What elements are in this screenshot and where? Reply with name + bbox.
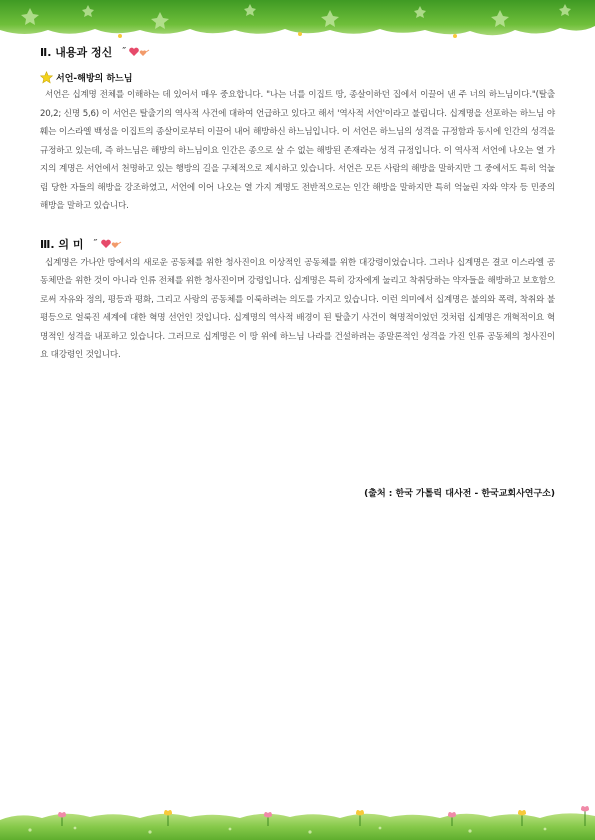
star-icon	[40, 71, 53, 84]
section-2-title: Ⅱ. 내용과 정신	[40, 46, 113, 59]
subheading-text: 서언-해방의 하느님	[56, 73, 133, 84]
bottom-grass-border	[0, 798, 595, 840]
section-3-heading	[40, 236, 555, 252]
hearts-icon	[128, 47, 150, 57]
hearts-icon	[100, 239, 122, 249]
top-grass-border	[0, 0, 595, 44]
heart-decoration: ″	[94, 239, 122, 249]
section-2-paragraph: 서언은 십계명 전체를 이해하는 데 있어서 매우 중요합니다. "나는 너를 이집트 땅, 종살이하던 집에서 이끌어 낸 주 너의 하느님이다."(탈출 20,2; 신명 5,6) 이 서언은 탈출기의 역사적 사건에 대하여 언급하고 있다고 해서 '역사적 서언'이라고 불립니다. 십계명을 선포하는 하느님 야훼는 이스라엘 백성을 이집트의 종살이로부터 이끌어 내어 해방하신 하느님입니다. 이 서언은 하느님의 성격을 규정함과 동시에 인간의 성격을 규정하고 있는데, 즉 하느님은 해방의 하느님이요 인간은 종으로 살 수 없는 해방된 존재라는 성격 규정입니다. 이 역사적 서언에 나오는 열 가지의 계명은 서언에서 천명하고 있는 행방의 길을 구체적으로 제시하고 있습니다. 서언은 모든 사람의 해방을 말하지만 그 중에서도 특히 억눌림 당한 자들의 해방을 강조하였고, 서언에 이어 나오는 열 가지 계명도 전반적으로는 인간 해방을 말하지만 특히 억눌린 자와 약자 등 민중의 해방을 말하고 있습니다.	[40, 90, 555, 211]
section-2-heading	[40, 44, 555, 60]
section-3-title: Ⅲ. 의 미	[40, 237, 84, 251]
section-2-subheading	[40, 70, 555, 84]
document-content	[40, 44, 555, 499]
section-3-paragraph: 십계명은 가나안 땅에서의 새로운 공동체를 위한 청사진이요 이상적인 공동체를 위한 대강령이었습니다. 그러나 십계명은 결코 이스라엘 공동체만을 위한 것이 아니라 인류 전체를 위한 청사진이며 강령입니다. 십계명은 특히 강자에게 눌리고 착취당하는 약자들을 해방하고 보호함으로써 자유와 정의, 평등과 평화, 그리고 사랑의 공동체를 이룩하려는 의도를 가지고 있습니다. 이런 의미에서 십계명은 불의와 폭력, 착취와 불평등으로 얼룩진 세계에 대한 혁명 선언인 것입니다. 십계명의 역사적 배경이 된 탈출기 사건이 혁명적이었던 것처럼 십계명은 개혁적이요 혁명적인 성격을 내포하고 있습니다. 그러므로 십계명은 이 땅 위에 하느님 나라를 건설하려는 종말론적인 성격을 가진 인류 공동체의 청사진이요 대강령인 것입니다.	[40, 257, 555, 360]
heart-decoration: ″	[122, 47, 150, 57]
source-citation: (출처 : 한국 가톨릭 대사전 - 한국교회사연구소)	[364, 489, 555, 499]
